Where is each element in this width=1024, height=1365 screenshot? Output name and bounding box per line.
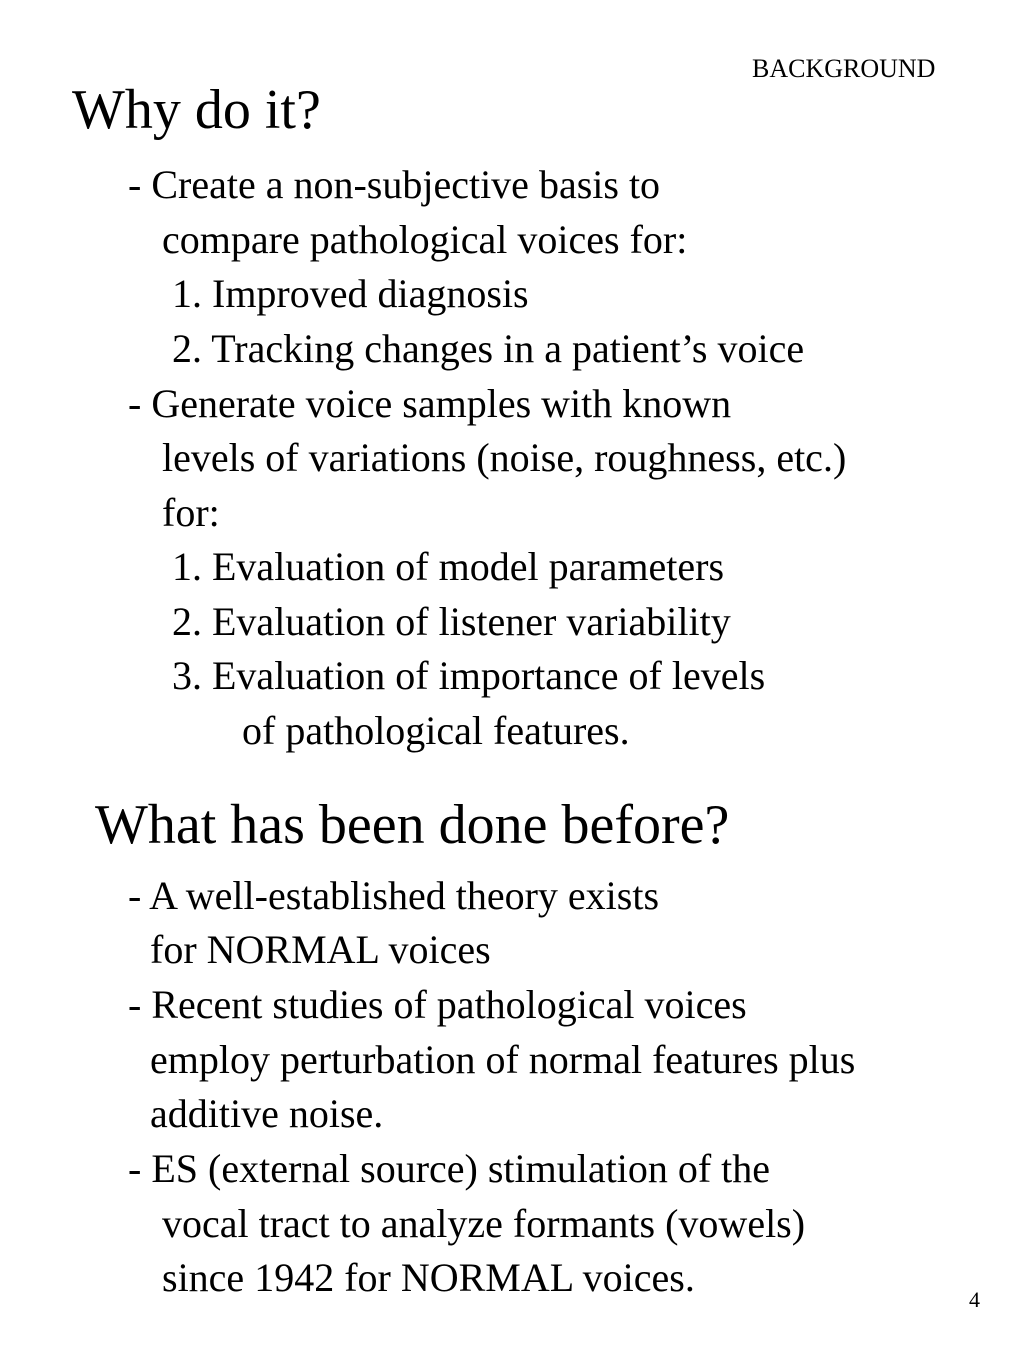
before-line: - Recent studies of pathological voices	[128, 982, 747, 1027]
why-line: 1. Evaluation of model parameters	[172, 544, 725, 589]
why-heading: Why do it?	[72, 79, 321, 141]
page-number: 4	[969, 1287, 980, 1312]
why-line: - Create a non-subjective basis to	[128, 162, 661, 207]
why-line: 1. Improved diagnosis	[172, 271, 529, 316]
why-line: levels of variations (noise, roughness, etc.)	[162, 435, 847, 480]
before-line: - ES (external source) stimulation of the	[128, 1146, 771, 1191]
why-line: 2. Tracking changes in a patient’s voice	[172, 326, 805, 371]
before-line: since 1942 for NORMAL voices.	[162, 1255, 695, 1300]
before-heading: What has been done before?	[95, 794, 730, 856]
why-line: 2. Evaluation of listener variability	[172, 599, 731, 644]
why-line: of pathological features.	[242, 708, 630, 753]
before-line: employ perturbation of normal features plus	[150, 1037, 856, 1082]
before-line: vocal tract to analyze formants (vowels)	[162, 1201, 806, 1246]
before-line: additive noise.	[150, 1091, 384, 1136]
why-line: - Generate voice samples with known	[128, 381, 732, 426]
why-line: for:	[162, 490, 220, 535]
section-label: BACKGROUND	[752, 54, 936, 83]
why-line: compare pathological voices for:	[162, 217, 688, 262]
before-line: for NORMAL voices	[150, 927, 491, 972]
before-line: - A well-established theory exists	[128, 873, 660, 918]
why-line: 3. Evaluation of importance of levels	[172, 653, 766, 698]
